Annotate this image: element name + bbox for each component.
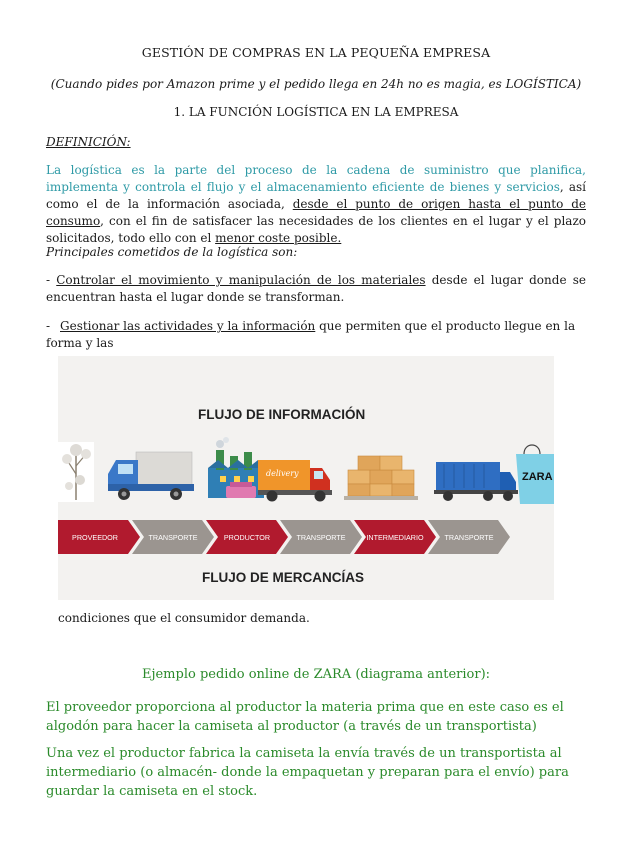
definition-paragraph <box>46 162 586 247</box>
definition-text-1: , así como el de la información asociada, <box>46 180 586 211</box>
zara-bag-text: ZARA <box>522 471 553 483</box>
document-subtitle: (Cuando pides por Amazon prime y el pedido llega en 24h no es magia, es LOGÍSTICA) <box>50 77 582 91</box>
info-flow-label: FLUJO DE INFORMACIÓN <box>198 407 366 422</box>
section-heading: 1. LA FUNCIÓN LOGÍSTICA EN LA EMPRESA <box>173 105 459 119</box>
flow-arrow-1 <box>58 520 140 554</box>
bullet-1-text: desde el lugar donde se encuentran hasta el lugar donde se transforman. <box>46 273 586 304</box>
bullet-2-text: que permiten que el producto llegue en la forma y las <box>46 319 576 350</box>
flow-arrow-2 <box>132 520 214 554</box>
definition-underline-2: menor coste posible. <box>215 231 342 245</box>
bullet-2 <box>46 318 586 352</box>
flow-arrow-label: PROVEEDOR <box>72 533 118 542</box>
flow-arrow-label: TRANSPORTE <box>444 533 494 542</box>
goods-flow-label: FLUJO DE MERCANCÍAS <box>202 570 365 585</box>
flow-arrow-6 <box>428 520 510 554</box>
bullet-1 <box>46 272 586 306</box>
flow-arrow-5 <box>354 520 436 554</box>
bullet-1-prefix: - <box>46 273 57 287</box>
document-title: GESTIÓN DE COMPRAS EN LA PEQUEÑA EMPRESA <box>141 45 491 60</box>
bullet-2-underlined: Gestionar las actividades y la información <box>60 319 316 333</box>
example-paragraph-1: El proveedor proporciona al productor la materia prima que en este caso es el algodón para hacer la camiseta al productor (a través de un transportista) <box>46 700 564 734</box>
logistics-diagram <box>58 356 554 600</box>
principal-heading: Principales cometidos de la logística son: <box>46 245 298 259</box>
flow-arrow-label: INTERMEDIARIO <box>366 533 424 542</box>
delivery-truck-text: delivery <box>266 469 299 478</box>
flow-arrow-label: PRODUCTOR <box>223 533 271 542</box>
definition-heading: DEFINICIÓN: <box>46 135 131 149</box>
flow-arrow-label: TRANSPORTE <box>296 533 346 542</box>
definition-underline-1: desde el punto de origen hasta el punto de consumo <box>46 197 586 228</box>
flow-arrow-4 <box>280 520 362 554</box>
example-title: Ejemplo pedido online de ZARA (diagrama anterior): <box>141 667 491 682</box>
goods-flow-arrows <box>58 520 510 554</box>
example-paragraph-2: Una vez el productor fabrica la camiseta la envía través de un transportista al intermediario (o almacén- donde la empaquetan y preparan para el envío) para guardar la camiseta en el stock. <box>46 746 569 799</box>
definition-text-2: , con el fin de satisfacer las necesidades de los clientes en el lugar y el plazo solicitados, todo ello con el <box>46 214 586 245</box>
continuation-text: condiciones que el consumidor demanda. <box>58 611 310 625</box>
definition-highlight: La logística es la parte del proceso de la cadena de suministro que planifica, implementa y controla el flujo y el almacenamiento eficiente de bienes y servicios <box>46 163 586 194</box>
diagram-svg <box>58 356 554 600</box>
bullet-2-prefix: - <box>46 319 51 333</box>
flow-arrow-label: TRANSPORTE <box>148 533 198 542</box>
flow-arrow-3 <box>206 520 288 554</box>
bullet-1-underlined: Controlar el movimiento y manipulación de los materiales <box>56 273 426 287</box>
cotton-plant-icon <box>58 442 94 502</box>
